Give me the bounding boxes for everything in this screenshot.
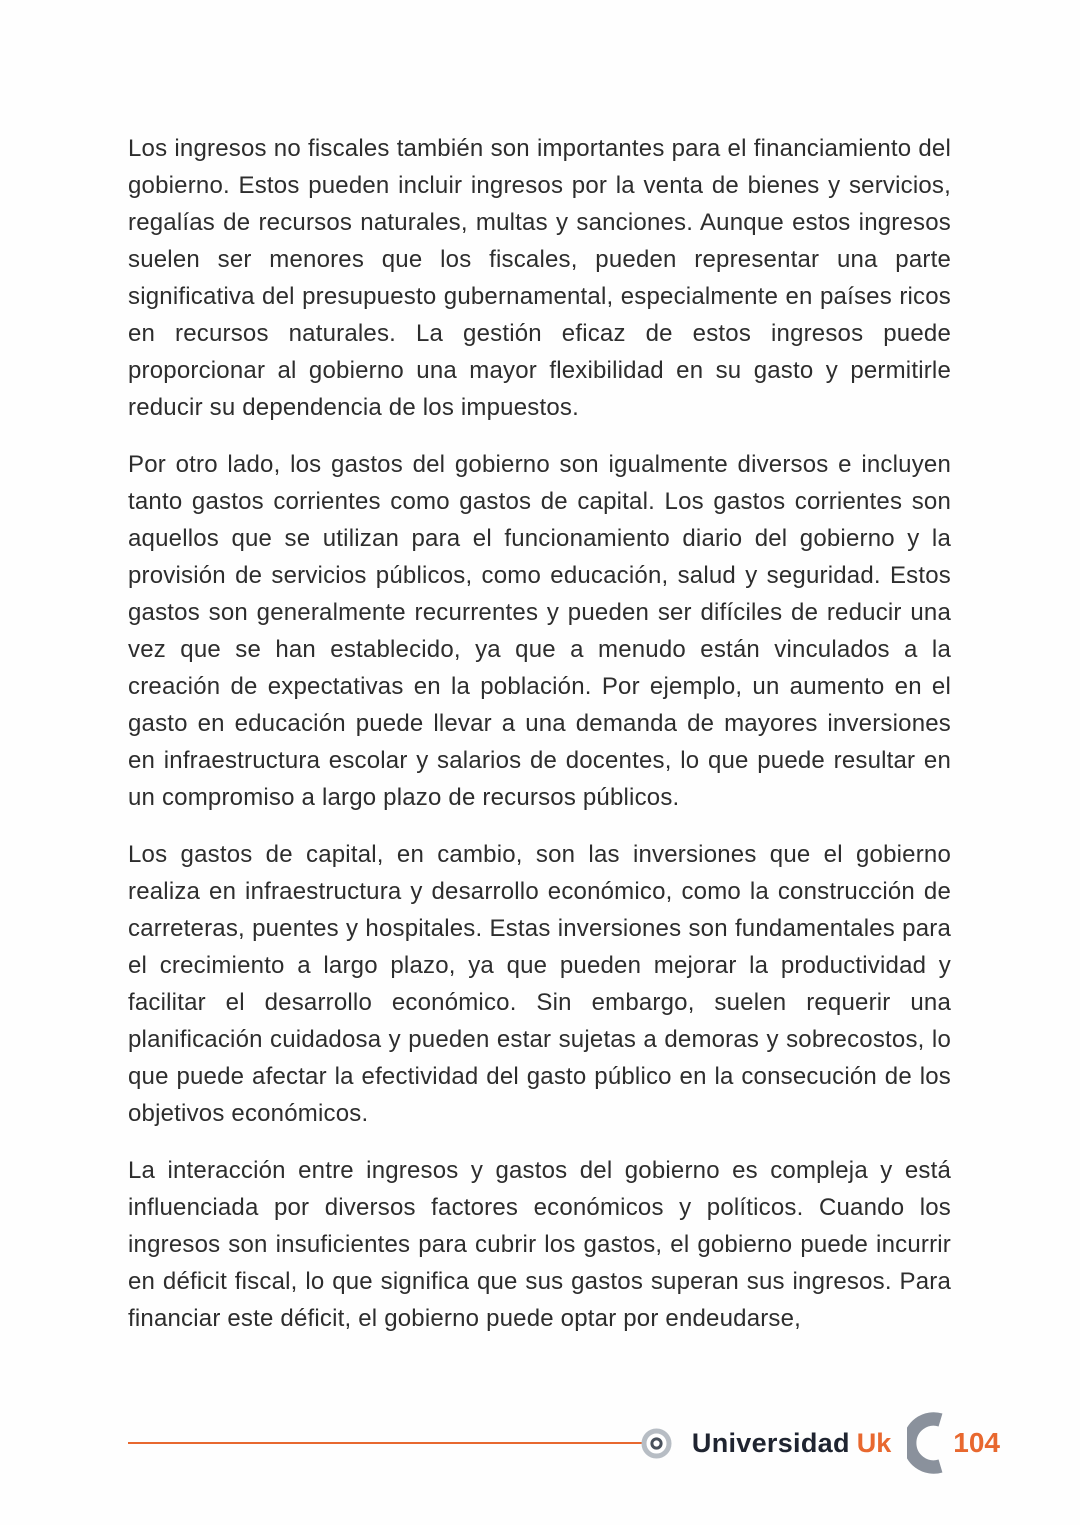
brand-name: Universidad — [691, 1427, 850, 1458]
document-body — [128, 130, 951, 1357]
body-paragraph: Los gastos de capital, en cambio, son las inversiones que el gobierno realiza en infraestructura y desarrollo económico, como la construcción de carreteras, puentes y hospitales. Estas inversiones son fundamentales para el crecimiento a largo plazo, ya que pueden mejorar la productividad y facilitar el desarrollo económico. Sin embargo, suelen requerir una planificación cuidadosa y pueden estar sujetas a demoras y sobrecostos, lo que puede afectar la efectividad del gasto público en la consecución de los objetivos económicos. — [128, 841, 951, 1127]
footer-divider-rule — [128, 1442, 642, 1444]
brand-suffix: Uk — [856, 1427, 892, 1458]
page-footer — [128, 1412, 1000, 1474]
target-icon — [641, 1428, 672, 1459]
body-paragraph: Los ingresos no fiscales también son importantes para el financiamiento del gobierno. Estos pueden incluir ingresos por la venta de bienes y servicios, regalías de recursos naturales, multas y sanciones. Aunque estos ingresos suelen ser menores que los fiscales, pueden representar una parte significativa del presupuesto gubernamental, especialmente en países ricos en recursos naturales. La gestión eficaz de estos ingresos puede proporcionar al gobierno una mayor flexibilidad en su gasto y permitirle reducir su dependencia de los impuestos. — [128, 135, 951, 421]
body-paragraph: La interacción entre ingresos y gastos del gobierno es compleja y está influenciada por diversos factores económicos y políticos. Cuando los ingresos son insuficientes para cubrir los gastos, el gobierno puede incurrir en déficit fiscal, lo que significa que sus gastos superan sus ingresos. Para financiar este déficit, el gobierno puede optar por endeudarse, — [128, 1157, 951, 1332]
crescent-icon — [907, 1412, 947, 1474]
body-paragraph: Por otro lado, los gastos del gobierno son igualmente diversos e incluyen tanto gastos corrientes como gastos de capital. Los gastos corrientes son aquellos que se utilizan para el funcionamiento diario del gobierno y la provisión de servicios públicos, como educación, salud y seguridad. Estos gastos son generalmente recurrentes y pueden ser difíciles de reducir una vez que se han establecido, ya que a menudo están vinculados a la creación de expectativas en la población. Por ejemplo, un aumento en el gasto en educación puede llevar a una demanda de mayores inversiones en infraestructura escolar y salarios de docentes, lo que puede resultar en un compromiso a largo plazo de recursos públicos. — [128, 451, 951, 811]
page-number: 104 — [953, 1427, 1000, 1458]
brand-logo — [692, 1428, 891, 1459]
